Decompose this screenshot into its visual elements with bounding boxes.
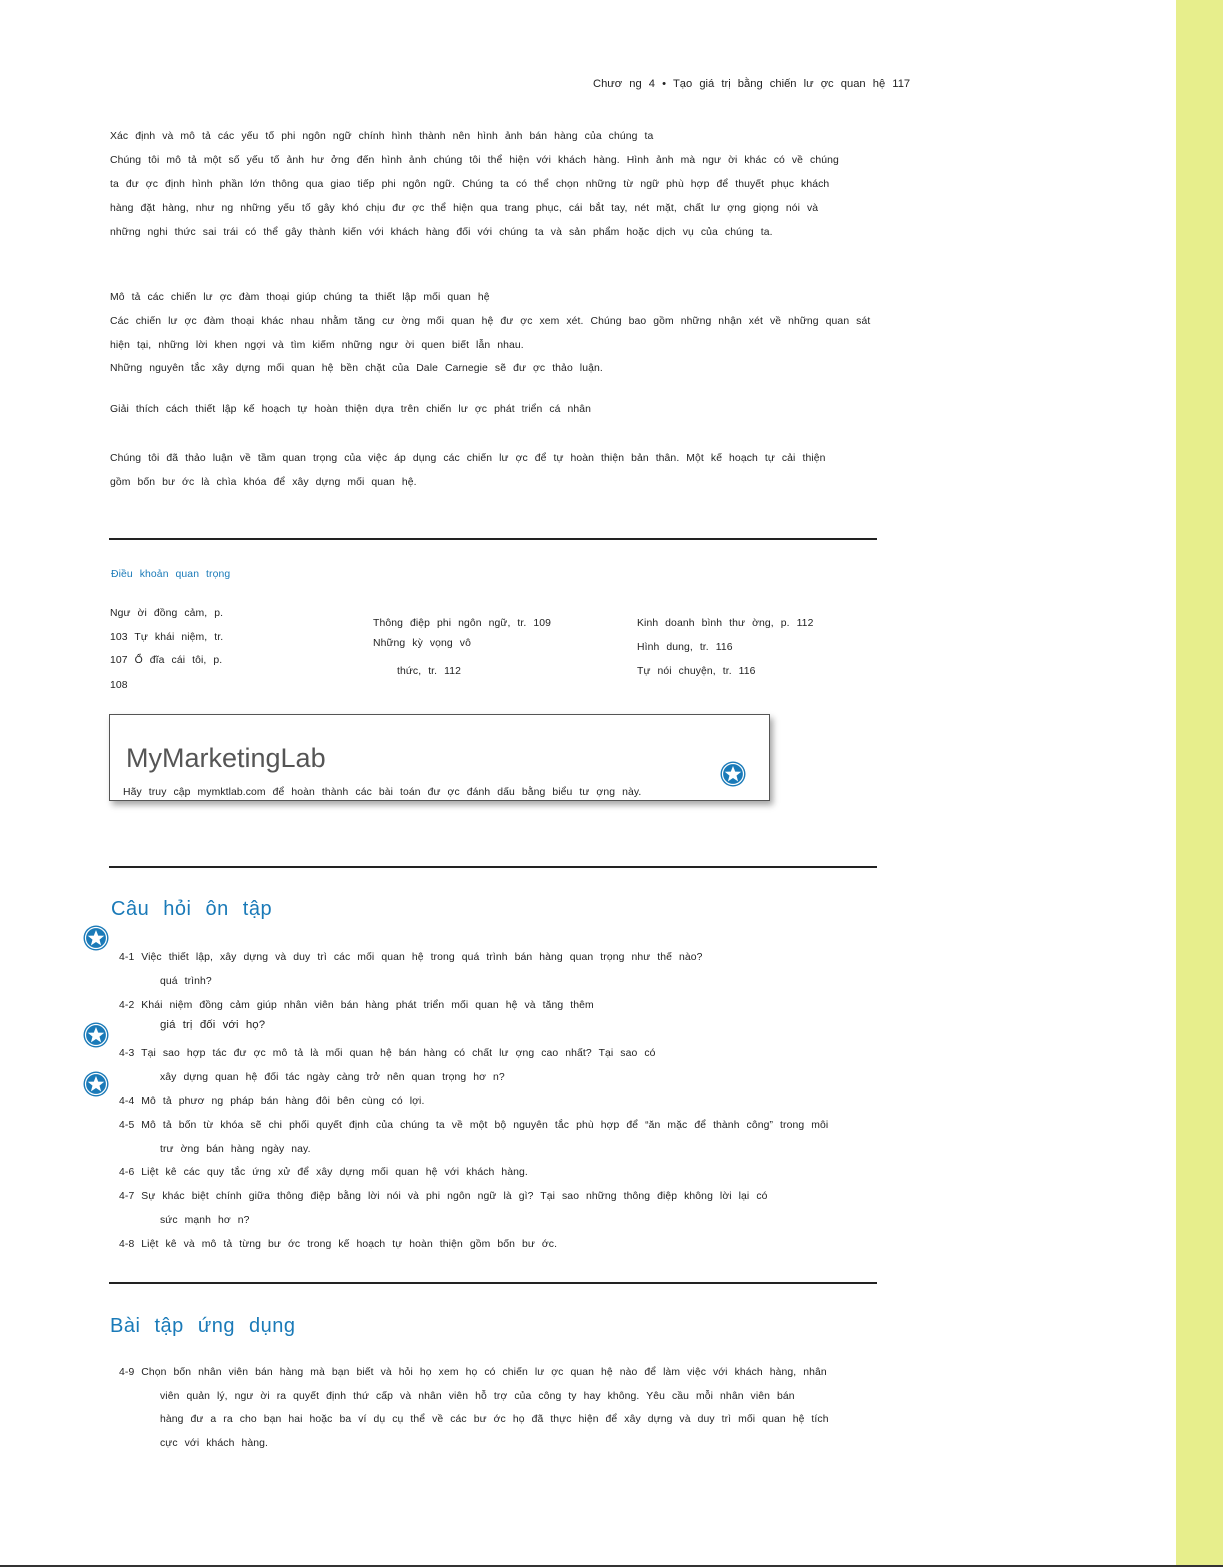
- review-question: 4-1 Việc thiết lập, xây dựng và duy trì các mối quan hệ trong quá trình bán hàng quan trọng như thế nào?: [119, 952, 703, 963]
- key-term: 107 Ổ đĩa cái tôi, p.: [110, 655, 223, 666]
- review-question-cont: quá trình?: [160, 976, 212, 987]
- summary-heading-1: Xác định và mô tả các yếu tố phi ngôn ngữ chính hình thành nên hình ảnh bán hàng của chúng ta: [110, 131, 654, 142]
- star-badge-icon: [83, 1022, 109, 1048]
- key-terms-title: Điều khoản quan trọng: [111, 569, 231, 580]
- summary-line: ta đư ợc định hình phần lớn thông qua giao tiếp phi ngôn ngữ. Chúng ta có thể chọn những từ ngữ phù hợp để thuyết phục khách: [110, 179, 830, 190]
- review-question: 4-6 Liệt kê các quy tắc ứng xử để xây dựng mối quan hệ với khách hàng.: [119, 1167, 528, 1178]
- summary-line: Chúng tôi mô tả một số yếu tố ảnh hư ởng đến hình ảnh chúng tôi thể hiện với khách hàng. Hình ảnh mà ngư ời khác có về chúng: [110, 155, 839, 166]
- summary-line: Các chiến lư ợc đàm thoại khác nhau nhằm tăng cư ờng mối quan hệ đư ợc xem xét. Chúng bao gồm những nhận xét về những quan sát: [110, 316, 871, 327]
- section-divider: [109, 538, 877, 540]
- mymarketinglab-text: Hãy truy cập mymktlab.com để hoàn thành các bài toán đư ợc đánh dấu bằng biểu tư ợng này.: [123, 787, 642, 798]
- summary-heading-3: Giải thích cách thiết lập kế hoạch tự hoàn thiện dựa trên chiến lư ợc phát triển cá nhân: [110, 404, 592, 415]
- review-question-cont: xây dựng quan hệ đối tác ngày càng trở nên quan trọng hơ n?: [160, 1072, 505, 1083]
- mymarketinglab-logo: MyMarketingLab: [126, 743, 326, 773]
- review-question: 4-2 Khái niệm đồng cảm giúp nhân viên bán hàng phát triển mối quan hệ và tăng thêm: [119, 1000, 594, 1011]
- review-question-cont: giá trị đối với họ?: [160, 1019, 266, 1031]
- summary-heading-2: Mô tả các chiến lư ợc đàm thoại giúp chúng ta thiết lập mối quan hệ: [110, 292, 490, 303]
- summary-line: hiện tại, những lời khen ngợi và tìm kiếm những ngư ời quen biết lẫn nhau.: [110, 340, 524, 351]
- key-term: Hình dung, tr. 116: [637, 642, 733, 653]
- key-term: Tự nói chuyện, tr. 116: [637, 666, 756, 677]
- review-question-cont: trư ờng bán hàng ngày nay.: [160, 1144, 311, 1155]
- running-header: Chươ ng 4 • Tạo giá trị bằng chiến lư ợc quan hệ 117: [593, 78, 911, 90]
- key-term: Thông điệp phi ngôn ngữ, tr. 109: [373, 618, 552, 629]
- key-term: 103 Tự khái niệm, tr.: [110, 632, 224, 643]
- star-badge-icon: [83, 1071, 109, 1097]
- key-term: 108: [110, 680, 128, 691]
- key-term: Kinh doanh bình thư ờng, p. 112: [637, 618, 814, 629]
- summary-line: hàng đặt hàng, như ng những yếu tố gây khó chịu đư ợc thể hiện qua trang phục, cái bắt tay, nét mặt, chất lư ợng giọng nói và: [110, 203, 819, 214]
- key-term: Những kỳ vọng vô: [373, 638, 471, 649]
- application-exercise-cont: viên quản lý, ngư ời ra quyết định thứ cấp và nhân viên hỗ trợ của công ty hay không. Yêu cầu mỗi nhân viên bán: [160, 1391, 795, 1402]
- star-badge-icon: [720, 761, 746, 787]
- application-exercise: 4-9 Chọn bốn nhân viên bán hàng mà bạn biết và hỏi họ xem họ có chiến lư ợc quan hệ nào để làm việc với khách hàng, nhân: [119, 1367, 827, 1378]
- section-divider: [109, 866, 877, 868]
- review-question: 4-8 Liệt kê và mô tả từng bư ớc trong kế hoạch tự hoàn thiện gồm bốn bư ớc.: [119, 1239, 558, 1250]
- mymarketinglab-box: [109, 714, 770, 801]
- application-exercises-title: Bài tập ứng dụng: [110, 1315, 296, 1337]
- application-exercise-cont: hàng đư a ra cho bạn hai hoặc ba ví dụ cụ thể về các bư ớc họ đã thực hiện để xây dựng và duy trì mối quan hệ tích: [160, 1414, 829, 1425]
- review-question: 4-7 Sự khác biệt chính giữa thông điệp bằng lời nói và phi ngôn ngữ là gì? Tại sao những thông điệp không lời lại có: [119, 1191, 768, 1202]
- summary-line: Chúng tôi đã thảo luận về tầm quan trọng của việc áp dụng các chiến lư ợc để tự hoàn thiện bản thân. Một kế hoạch tự cải thiện: [110, 453, 826, 464]
- section-divider: [109, 1282, 877, 1284]
- review-question: 4-4 Mô tả phươ ng pháp bán hàng đôi bên cùng có lợi.: [119, 1096, 425, 1107]
- page-margin-bar: [1176, 0, 1223, 1567]
- review-questions-title: Câu hỏi ôn tập: [111, 898, 273, 920]
- summary-line: những nghi thức sai trái có thể gây thành kiến với khách hàng đối với chúng ta và sản phẩm hoặc dịch vụ của chúng ta.: [110, 227, 773, 238]
- summary-line: gồm bốn bư ớc là chìa khóa để xây dựng mối quan hệ.: [110, 477, 417, 488]
- review-question: 4-5 Mô tả bốn từ khóa sẽ chi phối quyết định của chúng ta về một bộ nguyên tắc phù hợp để “ăn mặc để thành công” trong môi: [119, 1120, 829, 1131]
- review-question-cont: sức mạnh hơ n?: [160, 1215, 250, 1226]
- application-exercise-cont: cực với khách hàng.: [160, 1438, 268, 1449]
- star-badge-icon: [83, 925, 109, 951]
- review-question: 4-3 Tại sao hợp tác đư ợc mô tả là mối quan hệ bán hàng có chất lư ợng cao nhất? Tại sao có: [119, 1048, 656, 1059]
- key-term: Ngư ời đồng cảm, p.: [110, 608, 224, 619]
- key-term: thức, tr. 112: [397, 666, 462, 677]
- summary-line: Những nguyên tắc xây dựng mối quan hệ bền chặt của Dale Carnegie sẽ đư ợc thảo luận.: [110, 363, 603, 374]
